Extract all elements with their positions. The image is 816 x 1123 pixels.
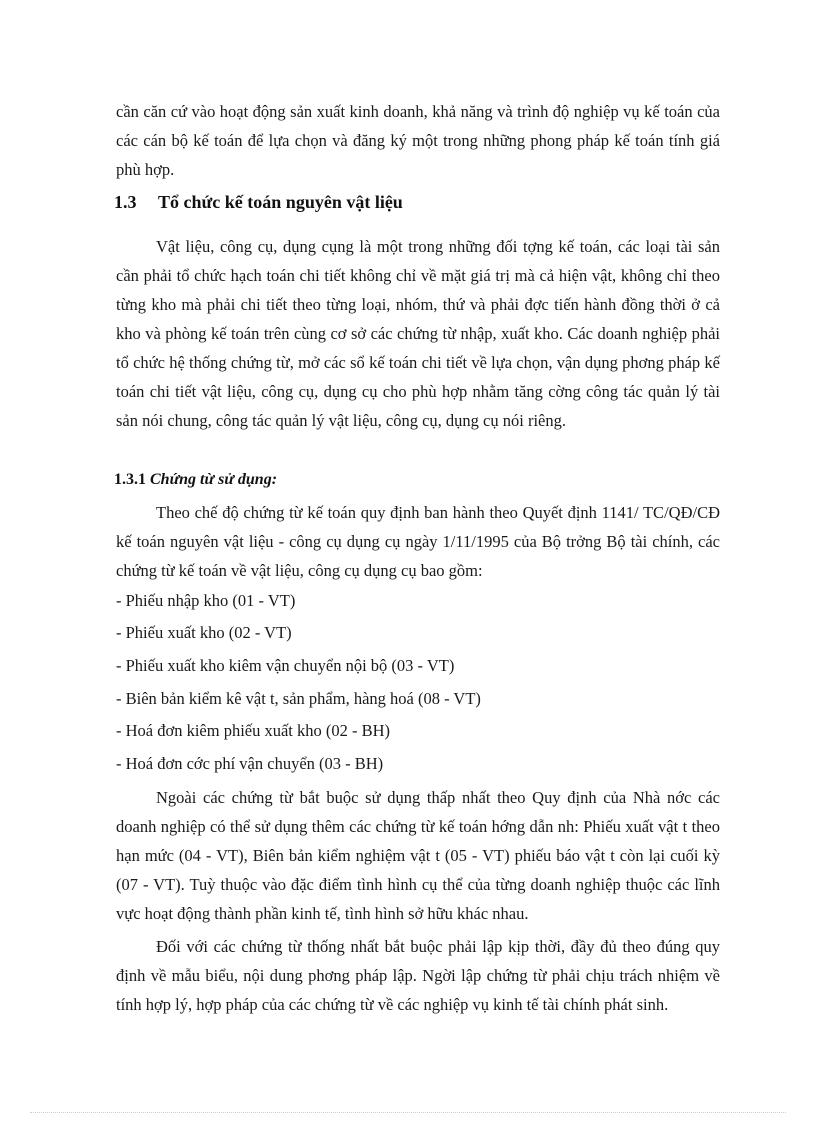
subsection-heading <box>114 471 277 489</box>
list-item: - Phiếu nhập kho (01 - VT) <box>116 591 296 610</box>
intro-paragraph: cần căn cứ vào hoạt động sản xuất kinh doanh, khả năng và trình độ nghiệp vụ kế toán của các cán bộ kế toán để lựa chọn và đăng ký một trong những phong pháp kế toán tính giá phù hợp. <box>116 102 720 179</box>
section-number: 1.3 <box>114 192 137 212</box>
section-title: Tổ chức kế toán nguyên vật liệu <box>158 192 403 212</box>
subsection-title: Chứng từ sử dụng: <box>150 471 278 488</box>
extra-paragraph: Ngoài các chứng từ bắt buộc sử dụng thấp nhất theo Quy định của Nhà nớc các doanh nghiệp có thể sử dụng thêm các chứng từ kế toán hớng dẫn nh: Phiếu xuất vật t theo hạn mức (04 - VT), Biên bản kiểm nghiệm vật t (05 - VT) phiếu báo vật t còn lại cuối kỳ (07 - VT). Tuỳ thuộc vào đặc điểm tình hình cụ thể của từng doanh nghiệp thuộc các lĩnh vực hoạt động thành phần kinh tế, tình hình sở hữu khác nhau. <box>116 788 720 923</box>
subsection-paragraph: Theo chế độ chứng từ kế toán quy định ban hành theo Quyết định 1141/ TC/QĐ/CĐ kế toán nguyên vật liệu - công cụ dụng cụ ngày 1/11/1995 của Bộ trởng Bộ tài chính, các chứng từ kế toán về vật liệu, công cụ dụng cụ bao gồm: <box>116 503 720 580</box>
list-item: - Phiếu xuất kho (02 - VT) <box>116 623 292 642</box>
list-item: - Biên bản kiểm kê vật t, sản phẩm, hàng hoá (08 - VT) <box>116 689 481 708</box>
list-item: - Phiếu xuất kho kiêm vận chuyển nội bộ (03 - VT) <box>116 656 455 675</box>
list-item: - Hoá đơn kiêm phiếu xuất kho (02 - BH) <box>116 721 391 740</box>
final-paragraph: Đối với các chứng từ thống nhất bắt buộc phải lập kịp thời, đầy đủ theo đúng quy định về mẫu biểu, nội dung phơng pháp lập. Ngời lập chứng từ phải chịu trách nhiệm về tính hợp lý, hợp pháp của các chứng từ về các nghiệp vụ kinh tế tài chính phát sinh. <box>116 937 720 1014</box>
section-paragraph: Vật liệu, công cụ, dụng cụng là một trong những đối tợng kế toán, các loại tài sản cần phải tổ chức hạch toán chi tiết không chỉ về mặt giá trị mà cả hiện vật, không chỉ theo từng kho mà phải chi tiết theo từng loại, nhóm, thứ và phải đợc tiến hành đồng thời ở cả kho và phòng kế toán trên cùng cơ sở các chứng từ nhập, xuất kho. Các doanh nghiệp phải tổ chức hệ thống chứng từ, mở các sổ kế toán chi tiết về lựa chọn, vận dụng phơng pháp kế toán chi tiết vật liệu, công cụ, dụng cụ cho phù hợp nhằm tăng cờng công tác quản lý tài sản nói chung, công tác quản lý vật liệu, công cụ, dụng cụ nói riêng. <box>116 237 720 430</box>
list-item: - Hoá đơn cớc phí vận chuyển (03 - BH) <box>116 754 384 773</box>
page-bottom-rule <box>30 1112 786 1113</box>
subsection-number: 1.3.1 <box>114 471 146 488</box>
section-heading <box>114 192 403 213</box>
